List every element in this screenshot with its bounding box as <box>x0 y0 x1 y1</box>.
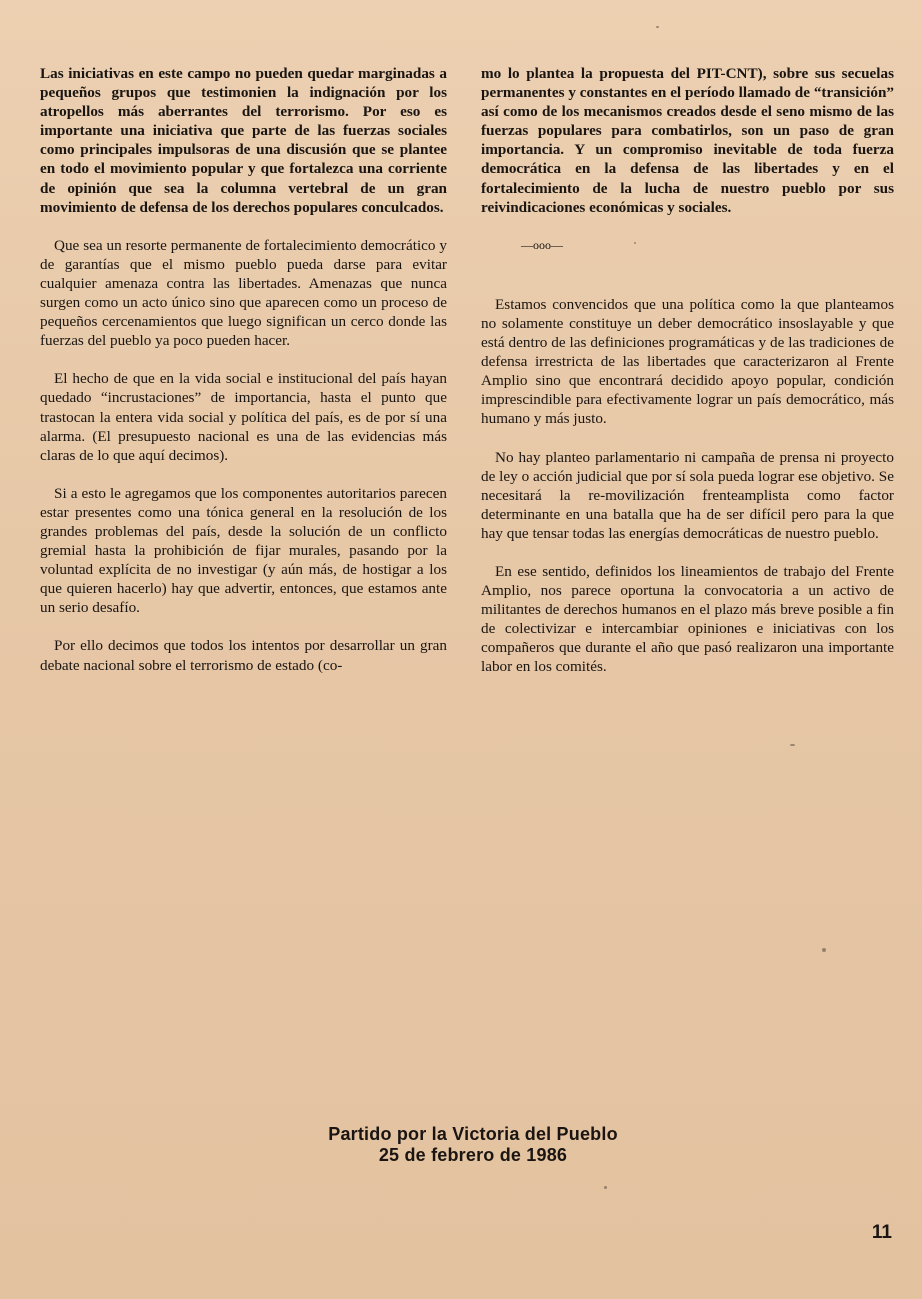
paragraph: Estamos convencidos que una política como la que planteamos no solamente constituye un deber democrático insoslayable y que está dentro de las definiciones programáticas y de las tradiciones de defensa irrestricta de las libertades que caracterizaron al Frente Amplio sino que encontrará decidido apoyo popular, condición imprescindible para efectivamente lograr un país democrático, más humano y más justo. <box>481 295 894 428</box>
signature-block <box>0 1124 922 1166</box>
paragraph: No hay planteo parlamentario ni campaña de prensa ni proyecto de ley o acción judicial que por sí sola pueda lograr ese objetivo. Se necesitará la re-movilización frenteamplista como factor determinante en una batalla que ha de ser difícil pero para la que hay que tensar todas las energías democráticas de nuestro pueblo. <box>481 448 894 542</box>
right-column <box>481 64 894 696</box>
paragraph: En ese sentido, definidos los lineamientos de trabajo del Frente Amplio, nos parece oportuna la convocatoria a un activo de militantes de derechos humanos en el plazo más breve posible a fin de colectivizar e intercambiar opiniones e iniciativas con los compañeros que durante el año que pasó realizaron una importante labor en los comités. <box>481 562 894 676</box>
paragraph: Que sea un resorte permanente de fortalecimiento democrático y de garantías que el mismo pueblo pueda darse para evitar cualquier amenaza contra las libertades. Amenazas que nunca surgen como un acto único sino que aparecen como un proceso de pequeños cercenamientos que luego significan un cerco donde las fuerzas del pueblo ya poco pueden hacer. <box>40 236 447 350</box>
paragraph: El hecho de que en la vida social e institucional del país hayan quedado “incrustaciones” de importancia, hasta el punto que trastocan la entera vida social y política del país, es de por sí una alarma. (El presupuesto nacional es una de las evidencias más claras de lo que aquí decimos). <box>40 370 447 464</box>
paper-speck <box>634 242 636 244</box>
paper-speck <box>822 948 826 952</box>
left-column <box>40 64 447 694</box>
paragraph: mo lo plantea la propuesta del PIT-CNT), sobre sus secuelas permanentes y constantes en el período llamado de “transición” así como de los mecanismos creados desde el seno mismo de las fuerzas populares para combatirlos, son un paso de gran importancia. Y un compromiso inevitable de toda fuerza democrática en la defensa de las libertades y en el fortalecimiento de la lucha de nuestro pueblo por sus reivindicaciones económicas y sociales. <box>481 65 894 216</box>
paragraph: Si a esto le agregamos que los componentes autoritarios parecen estar presentes como una tónica general en la resolución de los grandes problemas del país, desde la solución de un conflicto gremial hasta la prohibición de fijar murales, pasando por la voluntad explícita de no investigar (y aún más, de hostigar a los que quieren hacerlo) hay que advertir, entonces, que estamos ante un serio desafío. <box>40 484 447 617</box>
paper-speck <box>790 744 795 746</box>
signature-date: 25 de febrero de 1986 <box>378 1145 568 1165</box>
signature-organization: Partido por la Victoria del Pueblo <box>328 1124 618 1144</box>
paragraph: Por ello decimos que todos los intentos por desarrollar un gran debate nacional sobre el terrorismo de estado (co- <box>40 637 447 674</box>
page-number: 11 <box>871 1222 892 1243</box>
paper-speck <box>656 26 659 28</box>
paper-speck <box>604 1186 607 1189</box>
section-divider: —ooo— <box>521 237 563 252</box>
paragraph: Las iniciativas en este campo no pueden quedar marginadas a pequeños grupos que testimonien la indignación por los atropellos más aberrantes del terrorismo. Por eso es importante una iniciativa que parte de las fuerzas sociales como principales impulsoras de una discusión que se plantee en todo el movimiento popular y que fortalezca una corriente de opinión que sea la columna vertebral de un gran movimiento de defensa de los derechos populares conculcados. <box>40 65 447 216</box>
